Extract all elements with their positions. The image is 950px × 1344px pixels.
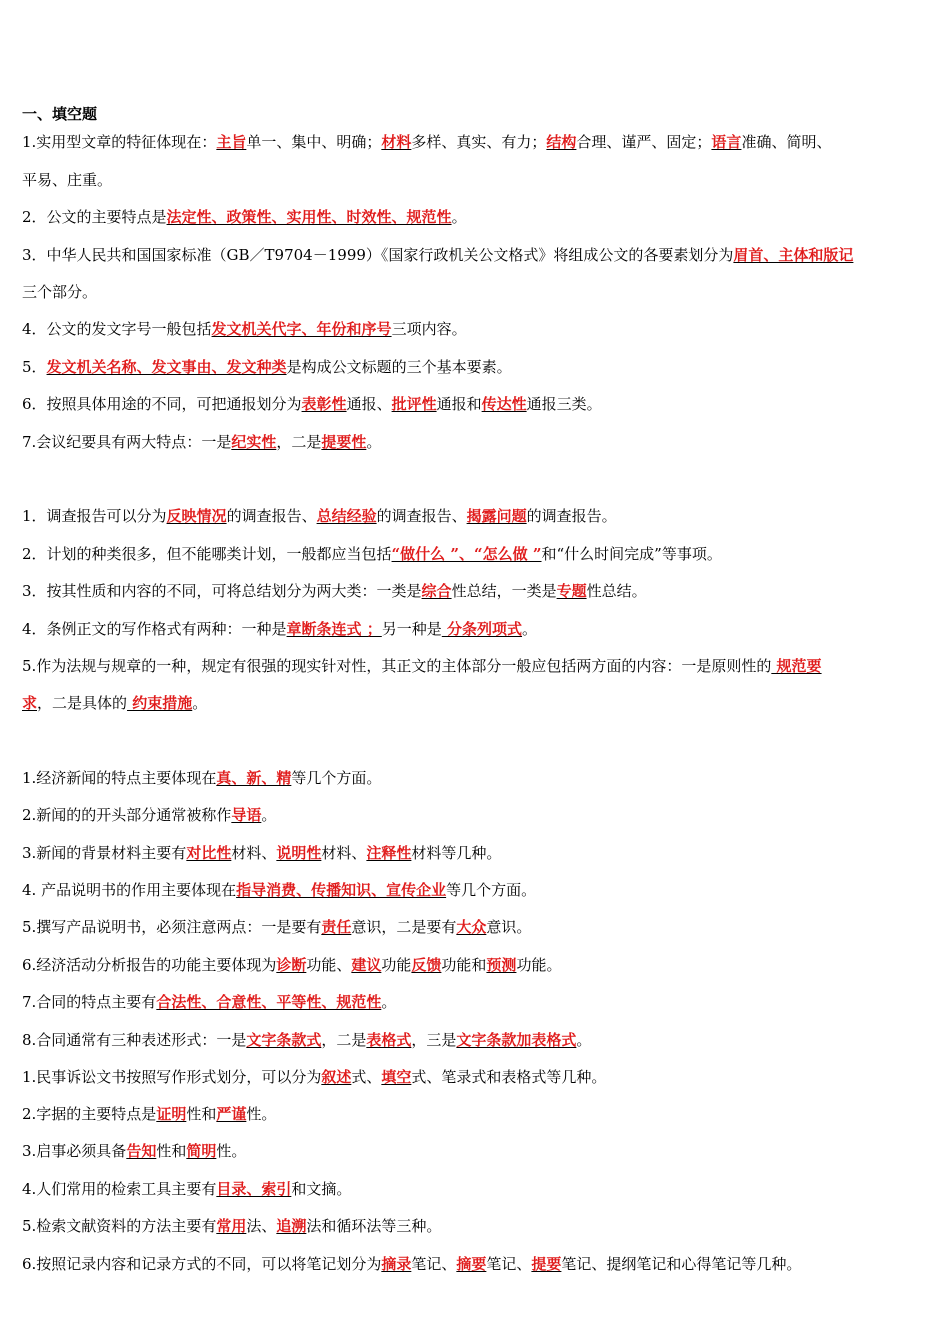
question-text: 单一、集中、明确； — [246, 133, 382, 151]
question-text: 3．按其性质和内容的不同，可将总结划分为两大类：一类是 — [22, 582, 422, 600]
question-text: 式、笔录式和表格式等几种。 — [411, 1068, 607, 1086]
answer-text: 专题 — [556, 582, 587, 600]
question-text: 5.检索文献资料的方法主要有 — [22, 1217, 217, 1235]
question-text: 通报、 — [346, 395, 392, 413]
question-text: 性。 — [216, 1142, 247, 1160]
text-line — [22, 581, 932, 601]
answer-text: 简明 — [186, 1142, 217, 1160]
text-line — [22, 1067, 932, 1087]
question-text: 5.作为法规与规章的一种，规定有很强的现实针对性，其正文的主体部分一般应包括两方面的内容：一是原则性的 — [22, 657, 772, 675]
text-line — [22, 282, 932, 302]
question-text: 通报三类。 — [526, 395, 602, 413]
text-line — [22, 1030, 932, 1050]
text-line — [22, 917, 932, 937]
text-line — [22, 132, 932, 152]
text-line — [22, 207, 932, 227]
question-text: 平易、庄重。 — [22, 171, 113, 189]
question-text: ，三是 — [411, 1031, 457, 1049]
text-line — [22, 506, 932, 526]
answer-text: 建议 — [351, 956, 382, 974]
answer-text: 约束措施 — [127, 694, 193, 712]
answer-text: 预测 — [486, 956, 517, 974]
text-line — [22, 432, 932, 452]
question-text: 功能。 — [516, 956, 562, 974]
question-text: 2.新闻的的开头部分通常被称作 — [22, 806, 232, 824]
text-line — [22, 1141, 932, 1161]
text-line — [22, 319, 932, 339]
answer-text: 导语 — [231, 806, 262, 824]
question-text: 意识。 — [486, 918, 532, 936]
answer-text: 填空 — [381, 1068, 412, 1086]
question-text: 6.按照记录内容和记录方式的不同，可以将笔记划分为 — [22, 1255, 382, 1273]
question-text: 等几个方面。 — [446, 881, 537, 899]
answer-text: 材料 — [381, 133, 412, 151]
answer-text: 提要性 — [321, 433, 367, 451]
question-text: 性总结，一类是 — [451, 582, 557, 600]
question-text: 5． — [22, 358, 47, 376]
question-text: 材料、 — [321, 844, 367, 862]
answer-text: 批评性 — [391, 395, 437, 413]
answer-text: 纪实性 — [231, 433, 277, 451]
question-text: 是构成公文标题的三个基本要素。 — [286, 358, 512, 376]
question-text: 笔记、 — [486, 1255, 532, 1273]
question-text: 4．条例正文的写作格式有两种：一种是 — [22, 620, 287, 638]
text-line — [22, 843, 932, 863]
question-text: ，二是 — [276, 433, 322, 451]
answer-text: 大众 — [456, 918, 487, 936]
question-text: ，二是 — [321, 1031, 367, 1049]
answer-text: 文字条款加表格式 — [456, 1031, 577, 1049]
question-text: 3.启事必须具备 — [22, 1142, 127, 1160]
answer-text: 传达性 — [481, 395, 527, 413]
text-line — [22, 170, 932, 190]
question-text: 。 — [381, 993, 397, 1011]
answer-text: 目录、索引 — [216, 1180, 292, 1198]
question-text: 材料等几种。 — [411, 844, 502, 862]
answer-text: 发文机关名称、发文事由、发文种类 — [46, 358, 287, 376]
answer-text: 规范要 — [771, 657, 822, 675]
question-text: 的调查报告、 — [226, 507, 317, 525]
answer-text: 常用 — [216, 1217, 247, 1235]
question-text: 7.会议纪要具有两大特点：一是 — [22, 433, 232, 451]
answer-text: 反馈 — [411, 956, 442, 974]
question-text: 和文摘。 — [291, 1180, 352, 1198]
answer-text: 诊断 — [276, 956, 307, 974]
question-text: 4. 产品说明书的作用主要体现在 — [22, 881, 237, 899]
question-text: 性总结。 — [586, 582, 647, 600]
question-text: 法和循环法等三种。 — [306, 1217, 442, 1235]
answer-text: 对比性 — [186, 844, 232, 862]
answer-text: 指导消费、传播知识、宣传企业 — [236, 881, 447, 899]
text-line — [22, 955, 932, 975]
text-line — [22, 656, 932, 676]
answer-text: 章断条连式 ； — [286, 620, 382, 638]
question-text: 2．公文的主要特点是 — [22, 208, 167, 226]
answer-text: 法定性、政策性、实用性、时效性、规范性 — [166, 208, 452, 226]
question-text: 1．调查报告可以分为 — [22, 507, 167, 525]
question-text: 8.合同通常有三种表述形式：一是 — [22, 1031, 247, 1049]
text-line — [22, 619, 932, 639]
question-text: 三个部分。 — [22, 283, 98, 301]
question-text: 3.新闻的背景材料主要有 — [22, 844, 187, 862]
question-text: 功能和 — [441, 956, 487, 974]
text-line — [22, 693, 932, 713]
answer-text: 反映情况 — [166, 507, 227, 525]
question-text: 3．中华人民共和国国家标准（GB／T9704－1999）《国家行政机关公文格式》将组成公文的各要素划分为 — [22, 246, 734, 264]
text-line — [22, 1254, 932, 1274]
answer-text: 告知 — [126, 1142, 157, 1160]
answer-text: 揭露问题 — [466, 507, 527, 525]
answer-text: 摘录 — [381, 1255, 412, 1273]
text-line — [22, 544, 932, 564]
question-text: 功能、 — [306, 956, 352, 974]
question-text: 。 — [451, 208, 467, 226]
answer-text: 发文机关代字、年份和序号 — [211, 320, 392, 338]
text-line — [22, 880, 932, 900]
question-text: 多样、真实、有力； — [411, 133, 547, 151]
question-text: 一、填空题 — [22, 105, 98, 123]
answer-text: 摘要 — [456, 1255, 487, 1273]
answer-text: 真、新、精 — [216, 769, 292, 787]
section-heading — [22, 104, 932, 124]
question-text: 合理、谨严、固定； — [576, 133, 712, 151]
answer-text: 表彰性 — [301, 395, 347, 413]
question-text: 笔记、提纲笔记和心得笔记等几种。 — [561, 1255, 802, 1273]
answer-text: 总结经验 — [316, 507, 377, 525]
question-text: 等几个方面。 — [291, 769, 382, 787]
question-text: 6.经济活动分析报告的功能主要体现为 — [22, 956, 277, 974]
text-line — [22, 992, 932, 1012]
question-text: 法、 — [246, 1217, 277, 1235]
question-text: 三项内容。 — [391, 320, 467, 338]
question-text: 意识，二是要有 — [351, 918, 457, 936]
question-text: 1.民事诉讼文书按照写作形式划分，可以分为 — [22, 1068, 322, 1086]
question-text: 功能 — [381, 956, 412, 974]
answer-text: 眉首、主体和版记 — [733, 246, 854, 264]
answer-text: 结构 — [546, 133, 577, 151]
question-text: 材料、 — [231, 844, 277, 862]
answer-text: 主旨 — [216, 133, 247, 151]
question-text: 通报和 — [436, 395, 482, 413]
question-text: 4．公文的发文字号一般包括 — [22, 320, 212, 338]
question-text: 。 — [192, 694, 208, 712]
question-text: 笔记、 — [411, 1255, 457, 1273]
answer-text: 责任 — [321, 918, 352, 936]
question-text: 4.人们常用的检索工具主要有 — [22, 1180, 217, 1198]
question-text: 的调查报告。 — [526, 507, 617, 525]
answer-text: 求 — [22, 694, 38, 712]
text-line — [22, 768, 932, 788]
answer-text: 证明 — [156, 1105, 187, 1123]
question-text: 7.合同的特点主要有 — [22, 993, 157, 1011]
text-line — [22, 1179, 932, 1199]
text-line — [22, 1216, 932, 1236]
question-text: 准确、简明、 — [741, 133, 832, 151]
question-text: 。 — [261, 806, 277, 824]
text-line — [22, 394, 932, 414]
answer-text: 注释性 — [366, 844, 412, 862]
text-line — [22, 245, 932, 265]
answer-text: 综合 — [421, 582, 452, 600]
answer-text: 分条列项式 — [441, 620, 523, 638]
question-text: 性。 — [246, 1105, 277, 1123]
question-text: 。 — [522, 620, 538, 638]
question-text: 1.实用型文章的特征体现在： — [22, 133, 217, 151]
question-text: 式、 — [351, 1068, 382, 1086]
answer-text: 追溯 — [276, 1217, 307, 1235]
answer-text: 合法性、合意性、平等性、规范性 — [156, 993, 382, 1011]
answer-text: 提要 — [531, 1255, 562, 1273]
question-text: 另一种是 — [381, 620, 442, 638]
answer-text: 说明性 — [276, 844, 322, 862]
text-line — [22, 357, 932, 377]
question-text: 5.撰写产品说明书，必须注意两点：一是要有 — [22, 918, 322, 936]
answer-text: “做什么 ”、“怎么做 ” — [391, 545, 542, 563]
question-text: 的调查报告、 — [376, 507, 467, 525]
answer-text: 严谨 — [216, 1105, 247, 1123]
text-line — [22, 1104, 932, 1124]
question-text: 。 — [366, 433, 382, 451]
text-line — [22, 805, 932, 825]
question-text: 2．计划的种类很多，但不能哪类计划，一般都应当包括 — [22, 545, 392, 563]
question-text: 1.经济新闻的特点主要体现在 — [22, 769, 217, 787]
question-text: 2.字据的主要特点是 — [22, 1105, 157, 1123]
answer-text: 表格式 — [366, 1031, 412, 1049]
question-text: 6．按照具体用途的不同，可把通报划分为 — [22, 395, 302, 413]
question-text: 。 — [576, 1031, 592, 1049]
answer-text: 文字条款式 — [246, 1031, 322, 1049]
answer-text: 叙述 — [321, 1068, 352, 1086]
question-text: 和“什么时间完成”等事项。 — [541, 545, 722, 563]
question-text: 性和 — [186, 1105, 217, 1123]
question-text: ，二是具体的 — [37, 694, 128, 712]
answer-text: 语言 — [711, 133, 742, 151]
question-text: 性和 — [156, 1142, 187, 1160]
